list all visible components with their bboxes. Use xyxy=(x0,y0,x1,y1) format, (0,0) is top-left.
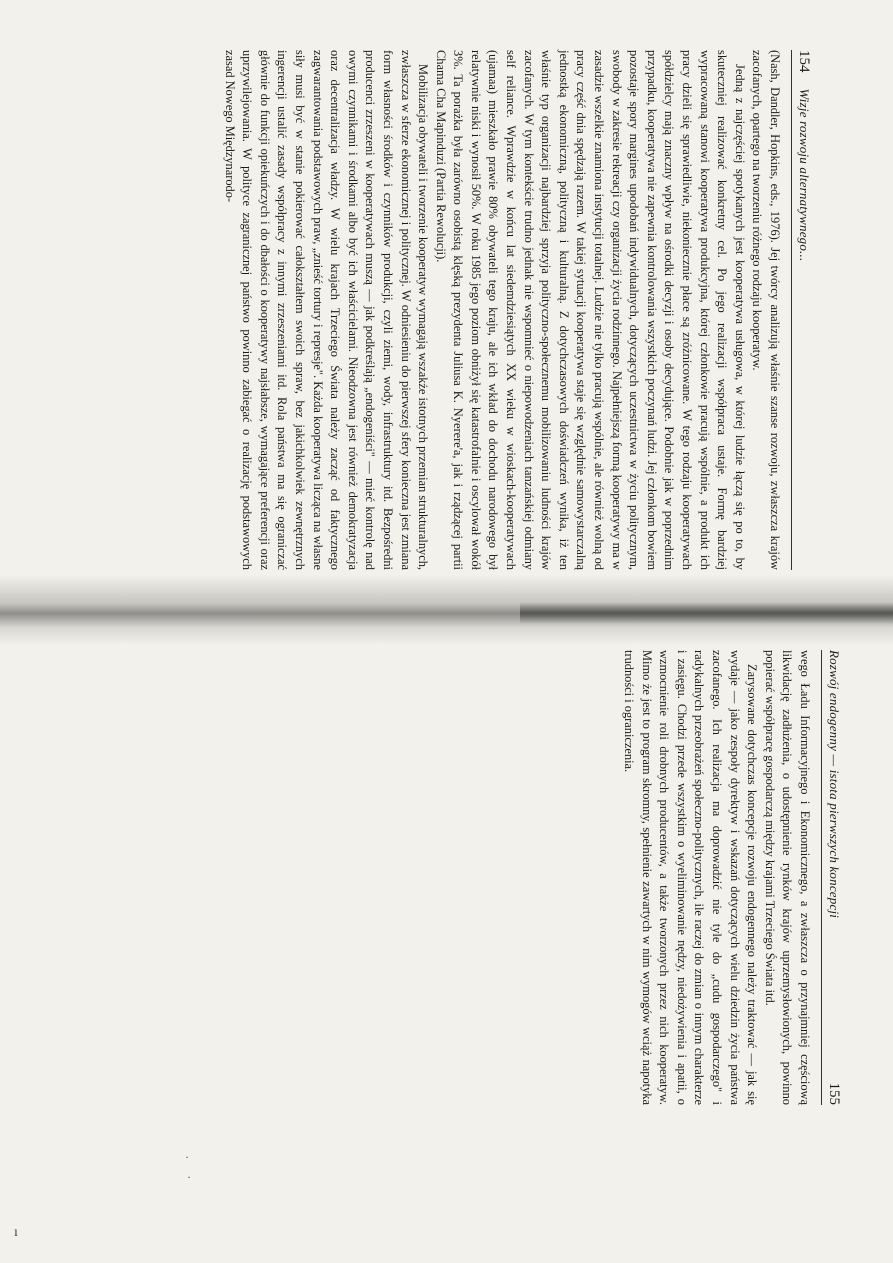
paragraph: Mobilizacja obywateli i tworzenie kooperatyw wymagają wszakże istotnych przemian strukturalnych, zwłaszcza w sferze ekonomicznej i politycznej. W odniesieniu do pierwszej sfery konieczna jest zmiana form własności środków i czynników produkcji, czyli ziemi, wody, infrastruktury itd. Bezpośredni producenci zrzeszeni w kooperatywach muszą — jak podkreślają „endogeniści" — mieć kontrolę nad owymi czynnikami i środkami albo być ich właścicielami. Nieodzowna jest również demokratyzacja oraz decentralizacja władzy. W wielu krajach Trzeciego Świata należy zacząć od faktycznego zagwarantowania podstawowych praw, „znieść tortury i represje". Każda kooperatywa licząca na własne siły musi być w stanie pokierować całokształtem swoich spraw, bez jakichkolwiek zewnętrznych ingerencji ustalić zasady współpracy z innymi zrzeszeniami itd. Rola państwa ma się ograniczać głównie do funkcji opiekuńczych i do dbałości o kooperatywy najsłabsze, wymagające preferencji oraz uprzywilejowania. W polityce zagranicznej państwo powinno zabiegać o realizację podstawowych zasad Nowego Międzynarodo- xyxy=(222,50,431,570)
left-running-head xyxy=(791,50,812,570)
scan-speck: · xyxy=(187,1170,191,1184)
right-body xyxy=(619,650,813,1105)
running-title-right: Rozwój endogenny — istota pierwszych koncepcji xyxy=(827,650,842,919)
page-number-right: 155 xyxy=(826,1082,842,1105)
paragraph: wego Ładu Informacyjnego i Ekonomicznego, a zwłaszcza o przynajmniej częściową likwidację zadłużenia, o udostępnienie rynków krajów uprzemysłowionych, powinno popierać współpracę gospodarczą między krajami Trzeciego Świata itd. xyxy=(762,650,812,1105)
left-body xyxy=(220,50,783,570)
scan-speck: ı xyxy=(14,1225,18,1240)
left-page xyxy=(72,50,812,570)
right-page xyxy=(572,650,842,1105)
running-title-left: Wizje rozwoju alternatywnego... xyxy=(797,88,812,262)
paragraph: Jedną z najczęściej spotykanych jest kooperatywa usługowa, w której ludzie łączą się po to, by skuteczniej realizować konkretny cel. Po jego realizacji współpraca ustaje. Formę bardziej wypracowaną stanowi kooperatywa produkcyjna, której członkowie pracują wspólnie, a produkt ich pracy dzieli się sprawiedliwie, niekoniecznie płace są zróżnicowane. W tego rodzaju kooperatywach spółdzielcy mają znaczny wpływ na ośrodki decyzji i osoby decydujące. Podobnie jak w poprzednim przypadku, kooperatywa nie zapewnia kontrolowania wszystkich poczynań ludzi. Jej członkom bowiem pozostaje spory margines upodobań indywidualnych, dotyczących uczestnictwa w życiu politycznym, swobody w zakresie rekreacji czy organizacji życia rodzinnego. Najpełniejszą formą kooperatywy ma w zasadzie wszelkie znamiona instytucji totalnej. Ludzie nie tylko pracują wspólnie, ale również wolną od pracy część dnia spędzają razem. W takiej sytuacji kooperatywa staje się względnie samowystarczalną jednostką ekonomiczną, polityczną i kulturalną. Z dotychczasowych doświadczeń wynika, iż ten właśnie typ organizacji najbardziej sprzyja polityczno-społecznemu mobilizowaniu ludności krajów zacofanych. W tym kontekście trudno jednak nie wspomnieć o niepowodzeniach tanzańskiej odmiany self reliance. Wprawdzie w końcu lat siedemdziesiątych XX wieku w wioskach-kooperatywach (ujamaa) mieszkało prawie 80% obywateli tego kraju, ale ich wkład do dochodu narodowego był relatywnie niski i wynosił 50%. W roku 1985 jego poziom obniżył się katastrofalnie i oscylował wokół 3%. Ta porażka była zarówno osobistą klęską prezydenta Juliusa K. Nyerere'a, jak i rządzącej partii Chama Cha Mapinduzi (Partia Rewolucji). xyxy=(433,50,747,570)
paragraph: (Nash, Dandler, Hopkins, eds., 1976). Jej twórcy analizują właśnie szanse rozwoju, zwłaszcza krajów zacofanych, opartego na tworzeniu różnego rodzaju kooperatyw. xyxy=(750,50,782,570)
gutter-fold xyxy=(520,602,893,624)
right-running-head xyxy=(821,650,842,1105)
page-number-left: 154 xyxy=(796,50,812,73)
paragraph: Zarysowane dotychczas koncepcje rozwoju endogennego należy traktować — jak się wydaje — jako zespoły dyrektyw i wskazań dotyczących wielu dziedzin życia państwa zacofanego. Ich realizacja ma doprowadzić nie tyle do „cudu gospodarczego" i radykalnych przeobrażeń społeczno-politycznych, ile raczej do zmian o innym charakterze i zasięgu. Chodzi przede wszystkim o wyeliminowanie nędzy, niedożywienia i apatii, o wzmocnienie roli drobnych producentów, a także tworzonych przez nich kooperatyw. Mimo że jest to program skromny, spełnienie zawartych w nim wymogów wciąż napotyka trudności i ograniczenia. xyxy=(622,650,760,1105)
scan-speck: · xyxy=(185,1150,189,1164)
